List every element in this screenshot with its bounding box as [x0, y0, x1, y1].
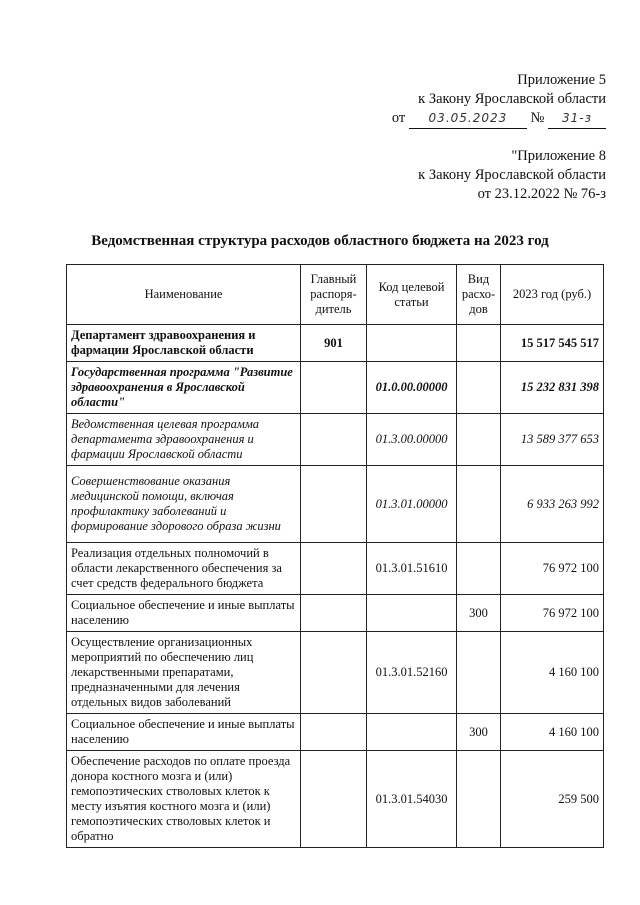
cell-code: 01.3.01.54030: [367, 751, 457, 848]
cell-admin: [301, 466, 367, 543]
table-body: [67, 325, 604, 848]
cell-admin: [301, 714, 367, 751]
cell-type: 300: [457, 714, 501, 751]
cell-type: [457, 362, 501, 414]
cell-admin: [301, 362, 367, 414]
appendix-title: Приложение 5: [517, 72, 606, 88]
cell-amount: 4 160 100: [501, 632, 604, 714]
table-row: [67, 714, 604, 751]
date-prefix: от: [391, 110, 406, 126]
cell-admin: [301, 595, 367, 632]
cell-type: [457, 414, 501, 466]
cell-amount: 4 160 100: [501, 714, 604, 751]
cell-admin: [301, 543, 367, 595]
cell-code: [367, 325, 457, 362]
cell-admin: [301, 632, 367, 714]
number-prefix: №: [530, 110, 545, 126]
table-row: [67, 325, 604, 362]
table-row: [67, 466, 604, 543]
col-header-amount: 2023 год (руб.): [501, 265, 604, 325]
cell-name: Социальное обеспечение и иные выплаты населению: [67, 714, 301, 751]
cell-name: Совершенствование оказания медицинской помощи, включая профилактику заболеваний и формирование здорового образа жизни: [67, 466, 301, 543]
cell-amount: 259 500: [501, 751, 604, 848]
cell-name: Социальное обеспечение и иные выплаты населению: [67, 595, 301, 632]
cell-admin: 901: [301, 325, 367, 362]
cell-code: 01.0.00.00000: [367, 362, 457, 414]
cell-type: [457, 751, 501, 848]
col-header-name: Наименование: [67, 265, 301, 325]
cell-amount: 76 972 100: [501, 595, 604, 632]
cell-name: Департамент здравоохранения и фармации Ярославской области: [67, 325, 301, 362]
appendix-law-ref: к Закону Ярославской области: [418, 91, 606, 107]
cell-type: [457, 543, 501, 595]
cell-admin: [301, 751, 367, 848]
table-row: [67, 751, 604, 848]
document-title: Ведомственная структура расходов областного бюджета на 2023 год: [91, 233, 549, 249]
cell-code: 01.3.01.00000: [367, 466, 457, 543]
cell-name: Обеспечение расходов по оплате проезда донора костного мозга и (или) гемопоэтических стволовых клеток к месту изъятия костного мозга и (или) гемопоэтических стволовых клеток и обратно: [67, 751, 301, 848]
original-law-date: от 23.12.2022 № 76-з: [477, 186, 606, 202]
table-row: [67, 595, 604, 632]
cell-code: [367, 595, 457, 632]
appendix-date-line: [392, 109, 606, 129]
table-row: [67, 362, 604, 414]
cell-code: [367, 714, 457, 751]
cell-amount: 6 933 263 992: [501, 466, 604, 543]
cell-amount: 15 232 831 398: [501, 362, 604, 414]
cell-type: [457, 466, 501, 543]
original-appendix-title: "Приложение 8: [511, 148, 606, 164]
appendix-header: [392, 71, 606, 129]
cell-amount: 76 972 100: [501, 543, 604, 595]
col-header-code: Код целевой статьи: [367, 265, 457, 325]
table-row: [67, 543, 604, 595]
cell-code: 01.3.01.52160: [367, 632, 457, 714]
cell-name: Реализация отдельных полномочий в области лекарственного обеспечения за счет средств федерального бюджета: [67, 543, 301, 595]
col-header-admin: Главный распоря-дитель: [301, 265, 367, 325]
cell-code: 01.3.00.00000: [367, 414, 457, 466]
table-header-row: [67, 265, 604, 325]
cell-code: 01.3.01.51610: [367, 543, 457, 595]
original-law-ref: к Закону Ярославской области: [418, 167, 606, 183]
handwritten-number: 31-з: [548, 109, 606, 129]
cell-name: Ведомственная целевая программа департамента здравоохранения и фармации Ярославской области: [67, 414, 301, 466]
cell-type: [457, 325, 501, 362]
table-row: [67, 414, 604, 466]
cell-admin: [301, 414, 367, 466]
handwritten-date: 03.05.2023: [409, 109, 527, 129]
col-header-type: Вид расхо-дов: [457, 265, 501, 325]
budget-table: [66, 264, 604, 848]
cell-type: 300: [457, 595, 501, 632]
cell-name: Осуществление организационных мероприятий по обеспечению лиц лекарственными препаратами, предназначенными для лечения отдельных видов заболеваний: [67, 632, 301, 714]
cell-amount: 13 589 377 653: [501, 414, 604, 466]
table-row: [67, 632, 604, 714]
cell-amount: 15 517 545 517: [501, 325, 604, 362]
cell-type: [457, 632, 501, 714]
original-appendix-header: [418, 147, 606, 204]
cell-name: Государственная программа "Развитие здравоохранения в Ярославской области": [67, 362, 301, 414]
